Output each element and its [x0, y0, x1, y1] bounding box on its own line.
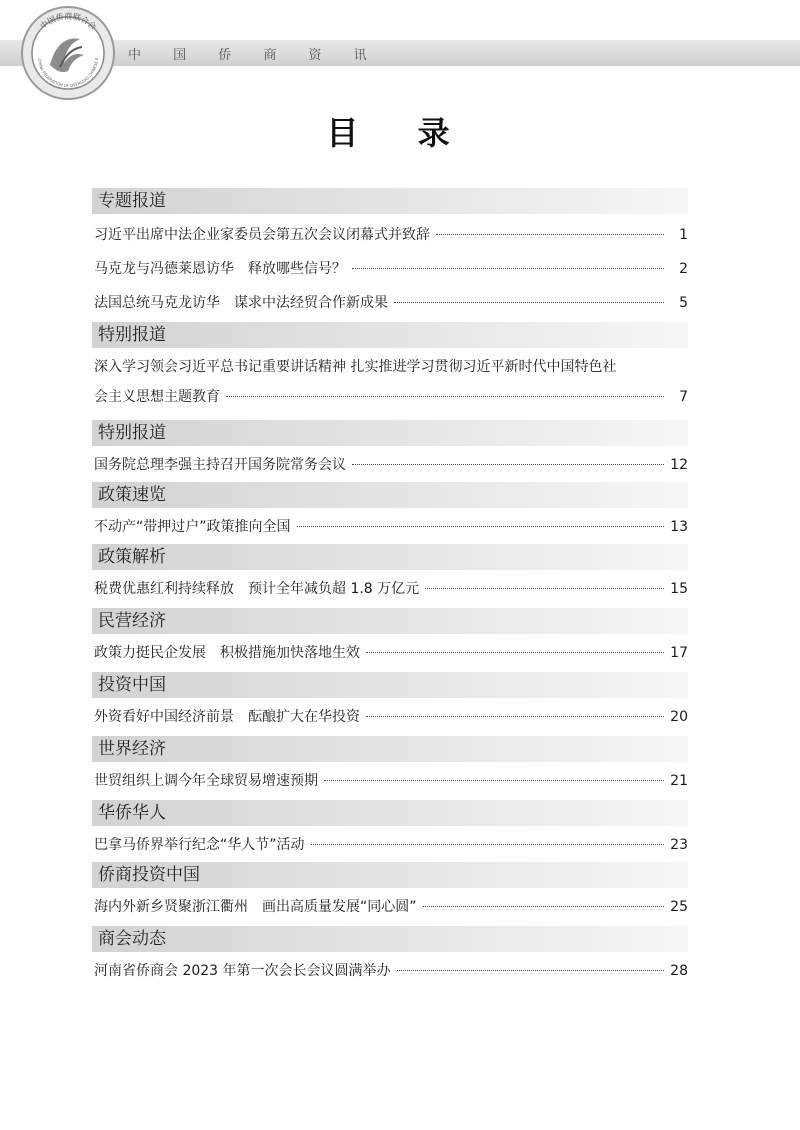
toc-entry-title: 法国总统马克龙访华 谋求中法经贸合作新成果	[94, 295, 388, 311]
toc-page-number: 21	[670, 773, 688, 789]
dot-leader	[352, 268, 664, 269]
toc-entry-title: 习近平出席中法企业家委员会第五次会议闭幕式并致辞	[94, 227, 430, 243]
table-of-contents	[92, 188, 688, 986]
dot-leader	[436, 234, 664, 235]
dot-leader	[397, 970, 664, 971]
toc-page-number: 17	[670, 645, 688, 661]
svg-text:中国侨商联合会: 中国侨商联合会	[38, 11, 98, 32]
toc-page-number: 25	[670, 899, 688, 915]
section-header: 特别报道	[92, 322, 688, 348]
toc-entry[interactable]	[92, 638, 688, 668]
section-header: 政策解析	[92, 544, 688, 570]
toc-entry-title: 会主义思想主题教育	[94, 389, 220, 405]
dot-leader	[352, 464, 664, 465]
toc-page-number: 1	[679, 227, 688, 243]
page-title: 目 录	[326, 114, 474, 152]
toc-entry[interactable]	[92, 574, 688, 604]
section-header: 特别报道	[92, 420, 688, 446]
dot-leader	[366, 652, 664, 653]
toc-page-number: 15	[670, 581, 688, 597]
section-header: 侨商投资中国	[92, 862, 688, 888]
toc-entry[interactable]	[92, 252, 688, 286]
toc-entry[interactable]	[92, 218, 688, 252]
toc-entry-title: 不动产“带押过户”政策推向全国	[94, 519, 291, 535]
dot-leader	[324, 780, 664, 781]
toc-entry-title: 海内外新乡贤聚浙江衢州 画出高质量发展“同心圆”	[94, 899, 417, 915]
dot-leader	[297, 526, 664, 527]
toc-page-number: 5	[679, 295, 688, 311]
toc-entry-title: 国务院总理李强主持召开国务院常务会议	[94, 457, 346, 473]
dot-leader	[425, 588, 664, 589]
dot-leader	[423, 906, 664, 907]
header-title: 中 国 侨 商 资 讯	[128, 48, 381, 63]
dot-leader	[366, 716, 664, 717]
toc-page-number: 28	[670, 963, 688, 979]
dot-leader	[311, 844, 664, 845]
section-header: 商会动态	[92, 926, 688, 952]
toc-entry[interactable]	[92, 512, 688, 542]
toc-entry[interactable]	[92, 892, 688, 922]
toc-entry[interactable]	[92, 382, 688, 412]
toc-entry[interactable]	[92, 286, 688, 320]
dot-leader	[226, 396, 664, 397]
section-header: 政策速览	[92, 482, 688, 508]
dot-leader	[394, 302, 664, 303]
toc-entry-title: 政策力挺民企发展 积极措施加快落地生效	[94, 645, 360, 661]
toc-entry[interactable]	[92, 702, 688, 732]
logo-icon	[20, 5, 116, 101]
toc-entry-title: 河南省侨商会 2023 年第一次会长会议圆满举办	[94, 963, 391, 979]
toc-entry-title: 外资看好中国经济前景 酝酿扩大在华投资	[94, 709, 360, 725]
header-band	[0, 40, 800, 66]
toc-page-number: 20	[670, 709, 688, 725]
section-header: 华侨华人	[92, 800, 688, 826]
section-header: 世界经济	[92, 736, 688, 762]
toc-entry-title: 马克龙与冯德莱恩访华 释放哪些信号？	[94, 261, 346, 277]
toc-entry[interactable]	[92, 766, 688, 796]
toc-entry[interactable]	[92, 956, 688, 986]
svg-text:CHINA FEDERATION OF OVERSEAS C: CHINA FEDERATION OF OVERSEAS CHINESE E	[37, 57, 100, 89]
toc-entry[interactable]	[92, 450, 688, 480]
toc-page-number: 23	[670, 837, 688, 853]
toc-page-number: 13	[670, 519, 688, 535]
toc-page-number: 12	[670, 457, 688, 473]
section-header: 专题报道	[92, 188, 688, 214]
toc-page-number: 7	[679, 389, 688, 405]
toc-entry-line[interactable]: 深入学习领会习近平总书记重要讲话精神 扎实推进学习贯彻习近平新时代中国特色社	[94, 359, 617, 375]
section-header: 民营经济	[92, 608, 688, 634]
toc-entry-title: 世贸组织上调今年全球贸易增速预期	[94, 773, 318, 789]
section-header: 投资中国	[92, 672, 688, 698]
toc-entry-title: 巴拿马侨界举行纪念“华人节”活动	[94, 837, 305, 853]
toc-page-number: 2	[679, 261, 688, 277]
toc-entry[interactable]	[92, 830, 688, 860]
toc-entry-title: 税费优惠红利持续释放 预计全年减负超 1.8 万亿元	[94, 581, 420, 597]
